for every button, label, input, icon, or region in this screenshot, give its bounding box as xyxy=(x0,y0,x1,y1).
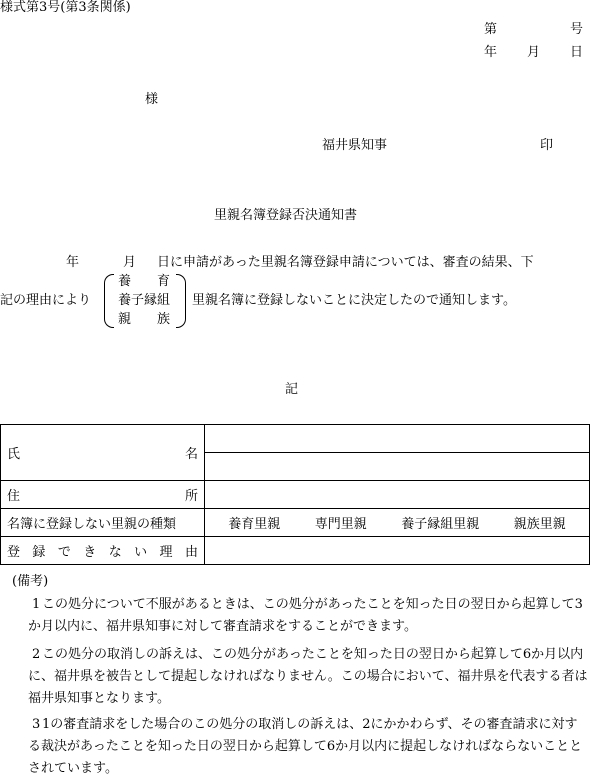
date-tsuki: 月 xyxy=(527,45,541,60)
address-label-cell xyxy=(1,481,205,509)
reason-label-char: 録 xyxy=(32,545,46,560)
reason-value-cell[interactable] xyxy=(205,537,590,565)
address-value-cell[interactable] xyxy=(205,481,590,509)
option-yoiku: 養 育 xyxy=(118,274,171,289)
address-label-part: 所 xyxy=(184,489,198,504)
date-hi: 日 xyxy=(570,45,584,60)
ki-heading: 記 xyxy=(285,382,299,397)
reason-label-char: 由 xyxy=(184,545,198,560)
option-yoshi-engumi: 養子縁組 xyxy=(118,293,171,308)
body-line1-text: 日に申請があった里親名簿登録申請については、審査の結果、下 xyxy=(157,255,534,270)
body-line2-suffix: 里親名簿に登録しないことに決定したので通知します。 xyxy=(192,293,516,308)
reason-label-char: で xyxy=(57,545,71,560)
type-option-yoiku[interactable]: 養育里親 xyxy=(228,517,281,532)
type-option-shinzoku[interactable]: 親族里親 xyxy=(513,517,566,532)
reason-label-cell xyxy=(1,537,205,565)
note-text: この処分について不服があるときは、この処分があったことを知った日の翌日から起算して3か月以内に、福井県知事に対して審査請求をすることができます。 xyxy=(28,597,583,634)
type-option-senmon[interactable]: 専門里親 xyxy=(314,517,367,532)
seal-mark: 印 xyxy=(540,138,554,153)
type-option-yoshi-engumi[interactable]: 養子縁組里親 xyxy=(401,517,480,532)
notes-heading: (備考) xyxy=(12,574,49,589)
table-row xyxy=(1,509,590,537)
type-label-cell: 名簿に登録しない里親の種類 xyxy=(1,509,205,537)
table-row xyxy=(1,425,590,453)
body-line2-prefix: 記の理由により xyxy=(0,293,92,308)
option-shinzoku: 親 族 xyxy=(118,312,171,327)
note-item xyxy=(0,644,590,710)
note-number: 1 xyxy=(32,597,41,612)
address-label-part: 住 xyxy=(7,489,21,504)
note-item xyxy=(0,714,590,780)
reason-label-char: い xyxy=(134,545,148,560)
reason-label-char: き xyxy=(83,545,97,560)
date-nen: 年 xyxy=(484,45,498,60)
reason-label-char: な xyxy=(108,545,122,560)
number-go: 号 xyxy=(570,22,584,37)
number-dai: 第 xyxy=(484,22,498,37)
name-label-part: 氏 xyxy=(7,447,21,462)
note-text: この処分の取消しの訴えは、この処分があったことを知った日の翌日から起算して6か月以内に、福井県を被告として提起しなければなりません。この場合において、福井県を代表する者は福井県知事となります。 xyxy=(28,647,588,706)
addressee-suffix: 様 xyxy=(145,92,159,107)
note-number: 2 xyxy=(32,647,41,662)
info-table xyxy=(0,424,590,565)
options-right-bracket xyxy=(176,274,186,328)
issuer: 福井県知事 xyxy=(322,138,388,153)
form-id: 様式第3号(第3条関係) xyxy=(0,0,131,15)
body-nen: 年 xyxy=(66,255,80,270)
table-row xyxy=(1,481,590,509)
name-label-cell xyxy=(1,425,205,481)
note-item xyxy=(0,594,590,638)
name-label-part: 名 xyxy=(184,447,198,462)
reason-label-char: 理 xyxy=(159,545,173,560)
note-number: 3 xyxy=(32,717,41,732)
document-title: 里親名簿登録否決通知書 xyxy=(214,208,358,223)
table-row xyxy=(1,537,590,565)
options-left-bracket xyxy=(104,274,114,328)
name-value-cell[interactable] xyxy=(205,453,590,481)
reason-label-char: 登 xyxy=(7,545,21,560)
name-kana-value-cell[interactable] xyxy=(205,425,590,453)
body-tsuki: 月 xyxy=(123,255,137,270)
type-options-cell xyxy=(205,509,590,537)
note-text: 1の審査請求をした場合のこの処分の取消しの訴えは、2にかかわらず、その審査請求に対する裁決があったことを知った日の翌日から起算して6か月以内に提起しなければならないこととされています。 xyxy=(28,717,583,776)
